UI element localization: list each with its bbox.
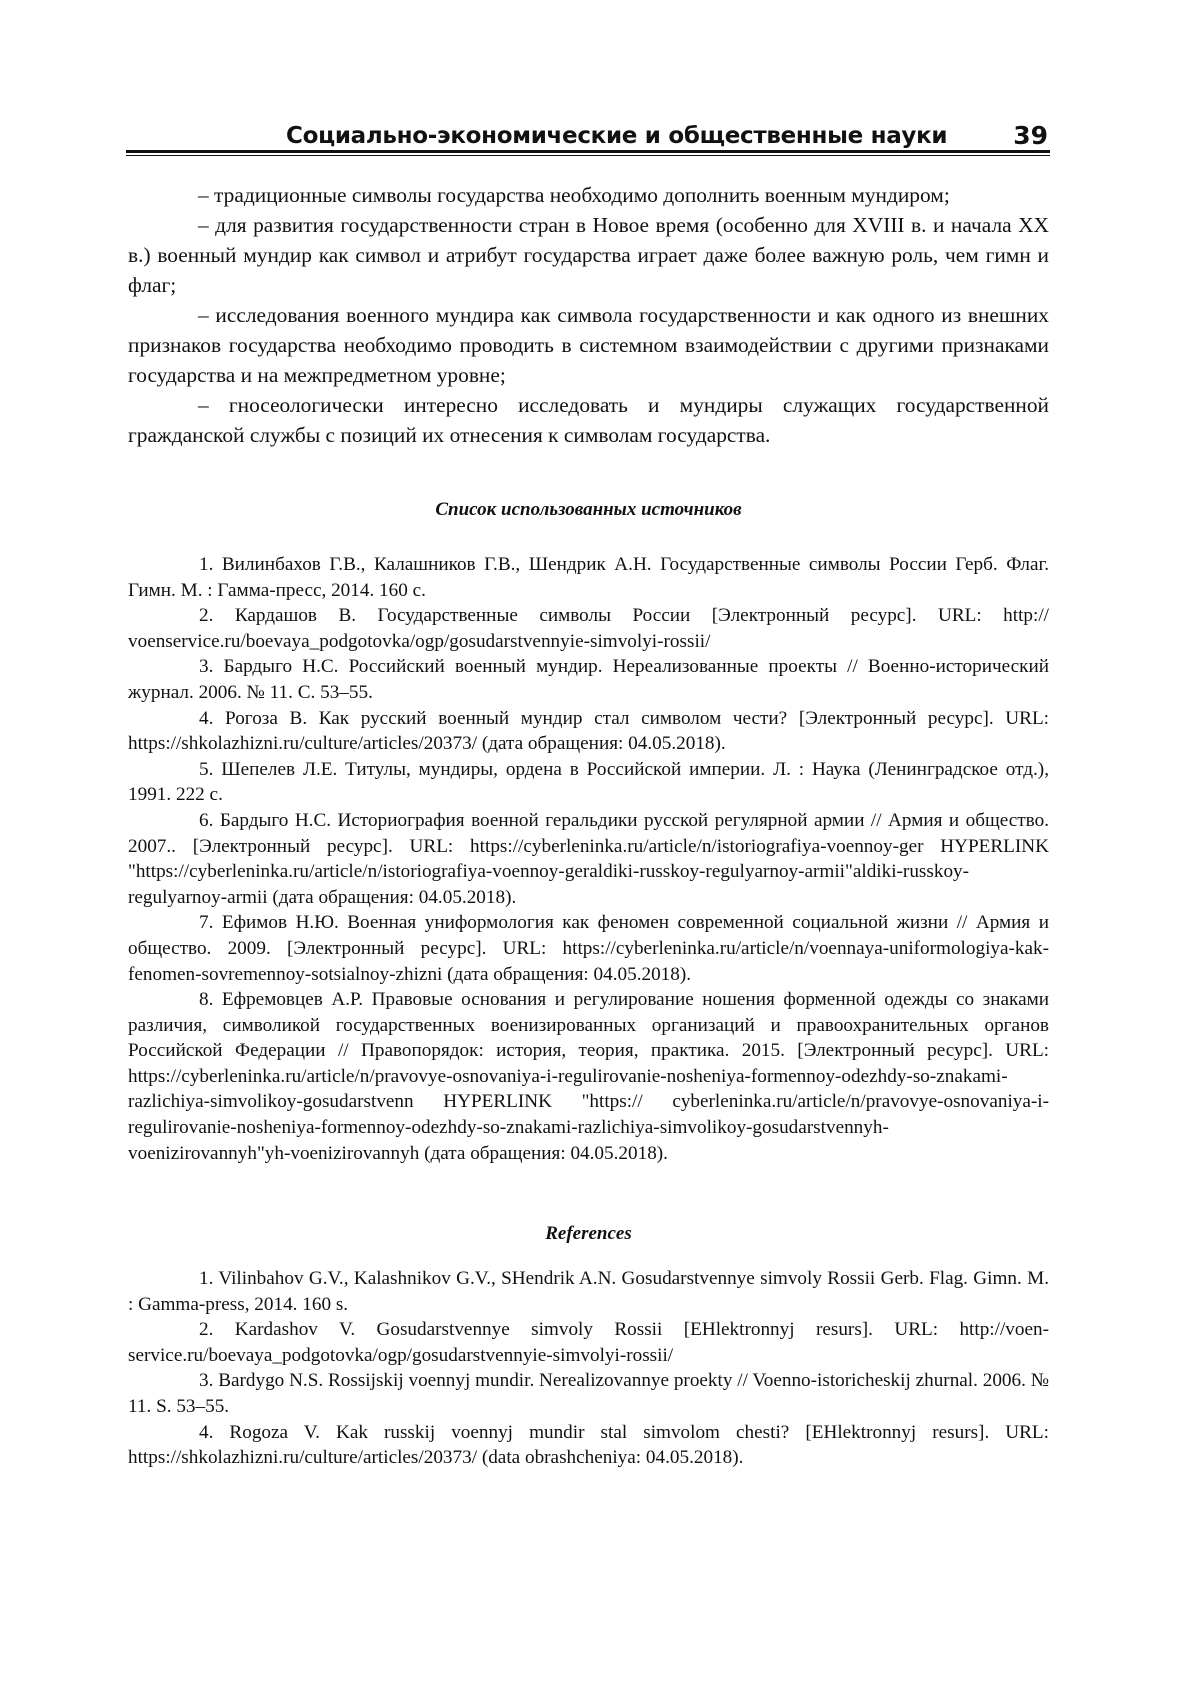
source-item: 8. Ефремовцев А.Р. Правовые основания и регулирование ношения форменной одежды со знаками различия, символикой государственных военизированных организаций и правоохранительных органов Российской Федерации // Правопорядок: история, теория, практика. 2015. [Электронный ресурс]. URL: https://cyberleninka.ru/article/n/pravovye-osnovaniya-i-regulirovanie-nosheniya-formennoy-odezhdy-so-znakami-razlichiya-simvolikoy-gosudarstvenn HYPERLINK "https:// cyberleninka.ru/article/n/pravovye-osnovaniya-i-regulirovanie-nosheniya-formennoy-odezhdy-so-znakami-razlichiya-simvolikoy-gosudarstvennyh-voenizirovannyh"yh-voenizirovannyh (дата обращения: 04.05.2018). xyxy=(128,989,1049,1164)
sources-title: Список использованных источников xyxy=(435,499,742,520)
page-number: 39 xyxy=(1013,121,1048,150)
references-list xyxy=(128,1266,1049,1471)
body-paragraph: – гносеологически интересно исследовать и мундиры служащих государственной гражданской службы с позиций их отнесения к символам государства. xyxy=(128,393,1049,447)
body-text xyxy=(128,180,1049,450)
reference-item: 3. Bardygo N.S. Rossijskij voennyj mundir. Nerealizovannye proekty // Voenno-istoricheskij zhurnal. 2006. № 11. S. 53–55. xyxy=(128,1370,1050,1417)
body-paragraph: – для развития государственности стран в Новое время (особенно для XVIII в. и начала XX в.) военный мундир как символ и атрибут государства играет даже более важную роль, чем гимн и флаг; xyxy=(128,213,1049,297)
source-item: 5. Шепелев Л.Е. Титулы, мундиры, ордена в Российской империи. Л. : Наука (Ленинградское отд.), 1991. 222 с. xyxy=(128,758,1049,806)
source-item: 1. Вилинбахов Г.В., Калашников Г.В., Шендрик А.Н. Государственные символы России Герб. Флаг. Гимн. М. : Гамма-пресс, 2014. 160 с. xyxy=(128,554,1049,601)
reference-item: 1. Vilinbahov G.V., Kalashnikov G.V., SHendrik A.N. Gosudarstvennye simvoly Rossii Gerb. Flag. Gimn. M. : Gamma-press, 2014. 160 s. xyxy=(128,1268,1049,1315)
header-rule-thin xyxy=(126,155,1050,156)
source-item: 6. Бардыго Н.С. Историография военной геральдики русской регулярной армии // Армия и общество. 2007.. [Электронный ресурс]. URL: https://cyberleninka.ru/article/n/istoriografiya-voennoy-ger HYPERLINK "https://cyberleninka.ru/article/n/istoriografiya-voennoy-geraldiki-russkoy-regulyarnoy-armii"aldiki-russkoy-regulyarnoy-armii (дата обращения: 04.05.2018). xyxy=(128,809,1049,908)
header-title: Социально-экономические и общественные науки xyxy=(286,123,948,149)
source-item: 4. Рогоза В. Как русский военный мундир стал символом чести? [Электронный ресурс]. URL: https://shkolazhizni.ru/culture/articles/20373/ (дата обращения: 04.05.2018). xyxy=(128,707,1049,755)
source-item: 2. Кардашов В. Государственные символы России [Электронный ресурс]. URL: http:// voenservice.ru/boevaya_podgotovka/ogp/gosudarstvennyie-simvolyi-rossii/ xyxy=(128,605,1049,652)
reference-item: 2. Kardashov V. Gosudarstvennye simvoly Rossii [EHlektronnyj resurs]. URL: http://voenservice.ru/boevaya_podgotovka/ogp/gosudarstvennyie-simvolyi-rossii/ xyxy=(128,1319,1049,1366)
references-title: References xyxy=(545,1223,632,1244)
body-paragraph: – исследования военного мундира как символа государственности и как одного из внешних признаков государства необходимо проводить в системном взаимодействии с другими признаками государства и на межпредметном уровне; xyxy=(128,303,1049,387)
reference-item: 4. Rogoza V. Kak russkij voennyj mundir stal simvolom chesti? [EHlektronnyj resurs]. URL: https://shkolazhizni.ru/culture/articles/20373/ (data obrashcheniya: 04.05.2018). xyxy=(128,1421,1049,1469)
body-paragraph: – традиционные символы государства необходимо дополнить военным мундиром; xyxy=(198,183,950,207)
sources-list xyxy=(128,552,1049,1166)
source-item: 3. Бардыго Н.С. Российский военный мундир. Нереализованные проекты // Военно-исторический журнал. 2006. № 11. С. 53–55. xyxy=(128,656,1049,703)
source-item: 7. Ефимов Н.Ю. Военная униформология как феномен современной социальной жизни // Армия и общество. 2009. [Электронный ресурс]. URL: https://cyberleninka.ru/article/n/voennaya-uniformologiya-kak-fenomen-sovremennoy-sotsialnoy-zhizni (дата обращения: 04.05.2018). xyxy=(128,912,1049,985)
header-rule-thick xyxy=(126,150,1050,153)
